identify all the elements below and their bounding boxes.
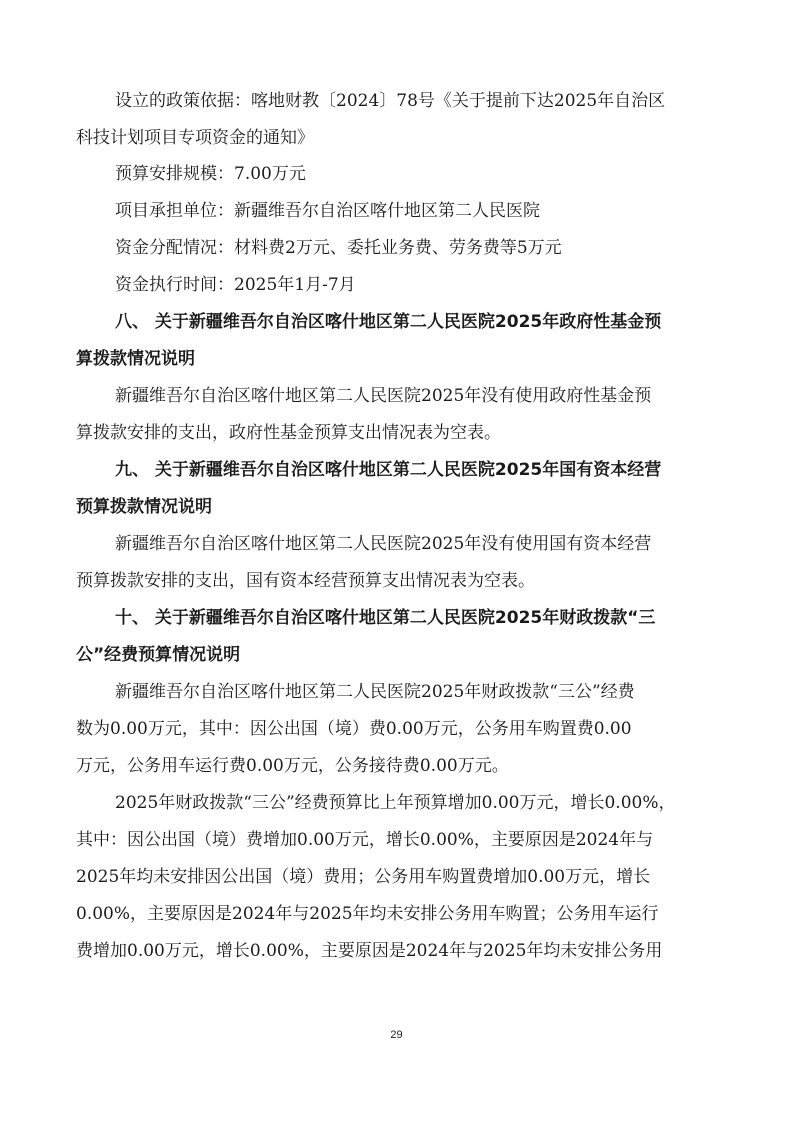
comparison-line-2: 其中：因公出国（境）费增加0.00万元，增长0.00%，主要原因是2024年与 — [76, 830, 654, 850]
section-9-heading-line-2: 预算拨款情况说明 — [76, 497, 212, 517]
budget-scale-line: 预算安排规模：7.00万元 — [115, 164, 306, 184]
section-8-body-line-1: 新疆维吾尔自治区喀什地区第二人民医院2025年没有使用政府性基金预 — [115, 386, 652, 406]
section-10-body-line-1: 新疆维吾尔自治区喀什地区第二人民医院2025年财政拨款“三公”经费 — [115, 682, 635, 702]
section-10-heading-line-2: 公”经费预算情况说明 — [76, 645, 241, 665]
section-10-body-line-3: 万元，公务用车运行费0.00万元，公务接待费0.00万元。 — [76, 756, 509, 776]
section-9-body-line-1: 新疆维吾尔自治区喀什地区第二人民医院2025年没有使用国有资本经营 — [115, 534, 652, 554]
comparison-line-3: 2025年均未安排因公出国（境）费用；公务用车购置费增加0.00万元，增长 — [76, 867, 651, 887]
page-number: 29 — [390, 1029, 403, 1041]
fund-allocation-line: 资金分配情况：材料费2万元、委托业务费、劳务费等5万元 — [115, 238, 562, 258]
section-8-heading-line-2: 算拨款情况说明 — [76, 349, 195, 369]
section-8-body-line-2: 算拨款安排的支出，政府性基金预算支出情况表为空表。 — [76, 423, 501, 443]
fund-execution-line: 资金执行时间：2025年1月-7月 — [115, 275, 356, 295]
comparison-line-5: 费增加0.00万元，增长0.00%，主要原因是2024年与2025年均未安排公务用 — [76, 941, 663, 961]
policy-basis-line-1: 设立的政策依据：喀地财教〔2024〕78号《关于提前下达2025年自治区 — [115, 91, 666, 111]
section-9-heading-line-1: 九、 关于新疆维吾尔自治区喀什地区第二人民医院2025年国有资本经营 — [115, 460, 662, 480]
project-unit-line: 项目承担单位：新疆维吾尔自治区喀什地区第二人民医院 — [115, 201, 540, 221]
comparison-line-4: 0.00%，主要原因是2024年与2025年均未安排公务用车购置；公务用车运行 — [76, 904, 659, 924]
policy-basis-line-2: 科技计划项目专项资金的通知》 — [76, 128, 314, 148]
comparison-line-1: 2025年财政拨款“三公”经费预算比上年预算增加0.00万元，增长0.00%， — [115, 793, 676, 813]
section-9-body-line-2: 预算拨款安排的支出，国有资本经营预算支出情况表为空表。 — [76, 571, 535, 591]
section-10-heading-line-1: 十、 关于新疆维吾尔自治区喀什地区第二人民医院2025年财政拨款“三 — [115, 608, 656, 628]
section-10-body-line-2: 数为0.00万元，其中：因公出国（境）费0.00万元，公务用车购置费0.00 — [76, 719, 632, 739]
section-8-heading-line-1: 八、 关于新疆维吾尔自治区喀什地区第二人民医院2025年政府性基金预 — [115, 312, 662, 332]
